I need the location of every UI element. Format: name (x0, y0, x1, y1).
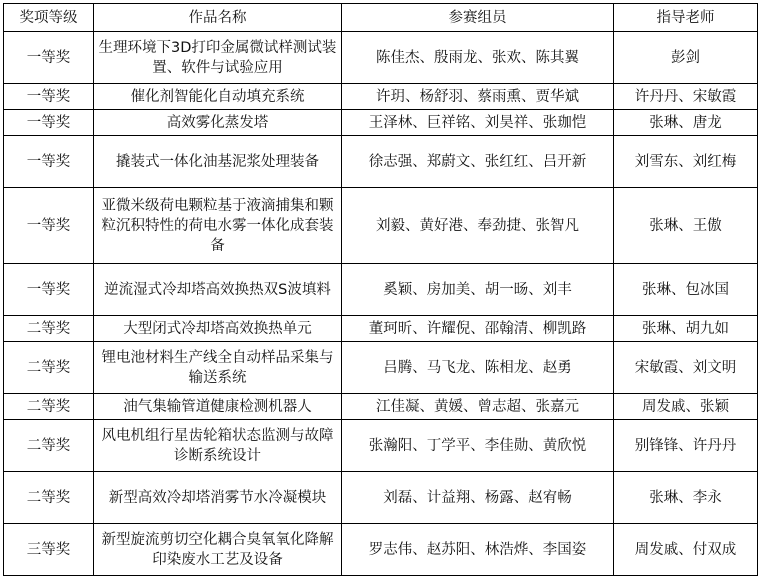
cell-level: 一等奖 (4, 110, 94, 136)
cell-advisor: 张琳、包冰国 (614, 264, 758, 316)
cell-team: 许玥、杨舒羽、蔡雨熏、贾华斌 (342, 84, 614, 110)
cell-work: 新型旋流剪切空化耦合臭氧氧化降解印染废水工艺及设备 (94, 524, 342, 576)
cell-advisor: 别锋锋、许丹丹 (614, 420, 758, 472)
cell-work: 油气集输管道健康检测机器人 (94, 394, 342, 420)
cell-work: 新型高效冷却塔消雾节水冷凝模块 (94, 472, 342, 524)
cell-team: 董珂昕、许耀倪、邵翰清、柳凯路 (342, 316, 614, 342)
cell-level: 二等奖 (4, 316, 94, 342)
header-work: 作品名称 (94, 4, 342, 32)
cell-team: 刘毅、黄好港、奉劲捷、张智凡 (342, 188, 614, 264)
cell-team: 刘磊、计益翔、杨露、赵宥畅 (342, 472, 614, 524)
cell-team: 张瀚阳、丁学平、李佳勋、黄欣悦 (342, 420, 614, 472)
table-row (4, 524, 758, 576)
cell-level: 一等奖 (4, 84, 94, 110)
table-row (4, 84, 758, 110)
cell-level: 二等奖 (4, 394, 94, 420)
table-row (4, 32, 758, 84)
cell-work: 高效雾化蒸发塔 (94, 110, 342, 136)
cell-work: 锂电池材料生产线全自动样品采集与输送系统 (94, 342, 342, 394)
cell-work: 撬装式一体化油基泥浆处理装备 (94, 136, 342, 188)
cell-level: 二等奖 (4, 420, 94, 472)
cell-work: 亚微米级荷电颗粒基于液滴捕集和颗粒沉积特性的荷电水雾一体化成套装备 (94, 188, 342, 264)
cell-advisor: 张琳、胡九如 (614, 316, 758, 342)
cell-team: 江佳凝、黄媛、曾志超、张嘉元 (342, 394, 614, 420)
cell-advisor: 彭剑 (614, 32, 758, 84)
cell-work: 大型闭式冷却塔高效换热单元 (94, 316, 342, 342)
header-level: 奖项等级 (4, 4, 94, 32)
cell-advisor: 许丹丹、宋敏霞 (614, 84, 758, 110)
cell-work: 风电机组行星齿轮箱状态监测与故障诊断系统设计 (94, 420, 342, 472)
cell-advisor: 张琳、王傲 (614, 188, 758, 264)
cell-team: 罗志伟、赵苏阳、林浩烨、李国姿 (342, 524, 614, 576)
table-row (4, 110, 758, 136)
cell-work: 逆流湿式冷却塔高效换热双S波填料 (94, 264, 342, 316)
cell-level: 一等奖 (4, 264, 94, 316)
cell-team: 王泽林、巨祥铭、刘昊祥、张珈恺 (342, 110, 614, 136)
cell-level: 一等奖 (4, 136, 94, 188)
header-team: 参赛组员 (342, 4, 614, 32)
cell-work: 生理环境下3D打印金属微试样测试装置、软件与试验应用 (94, 32, 342, 84)
cell-level: 二等奖 (4, 472, 94, 524)
table-row (4, 394, 758, 420)
cell-team: 吕腾、马飞龙、陈相龙、赵勇 (342, 342, 614, 394)
table-row (4, 420, 758, 472)
header-advisor: 指导老师 (614, 4, 758, 32)
cell-advisor: 张琳、李永 (614, 472, 758, 524)
cell-advisor: 张琳、唐龙 (614, 110, 758, 136)
cell-level: 三等奖 (4, 524, 94, 576)
table-row (4, 188, 758, 264)
cell-level: 一等奖 (4, 188, 94, 264)
header-row (4, 4, 758, 32)
table-row (4, 342, 758, 394)
table-row (4, 472, 758, 524)
awards-table (3, 3, 758, 576)
cell-advisor: 刘雪东、刘红梅 (614, 136, 758, 188)
table-row (4, 136, 758, 188)
cell-work: 催化剂智能化自动填充系统 (94, 84, 342, 110)
table-row (4, 316, 758, 342)
cell-advisor: 周发戚、张颖 (614, 394, 758, 420)
cell-team: 奚颖、房加美、胡一旸、刘丰 (342, 264, 614, 316)
cell-advisor: 周发戚、付双成 (614, 524, 758, 576)
cell-advisor: 宋敏霞、刘文明 (614, 342, 758, 394)
cell-team: 陈佳杰、殷雨龙、张欢、陈其翼 (342, 32, 614, 84)
cell-team: 徐志强、郑蔚文、张红红、吕开新 (342, 136, 614, 188)
cell-level: 二等奖 (4, 342, 94, 394)
table-row (4, 264, 758, 316)
cell-level: 一等奖 (4, 32, 94, 84)
